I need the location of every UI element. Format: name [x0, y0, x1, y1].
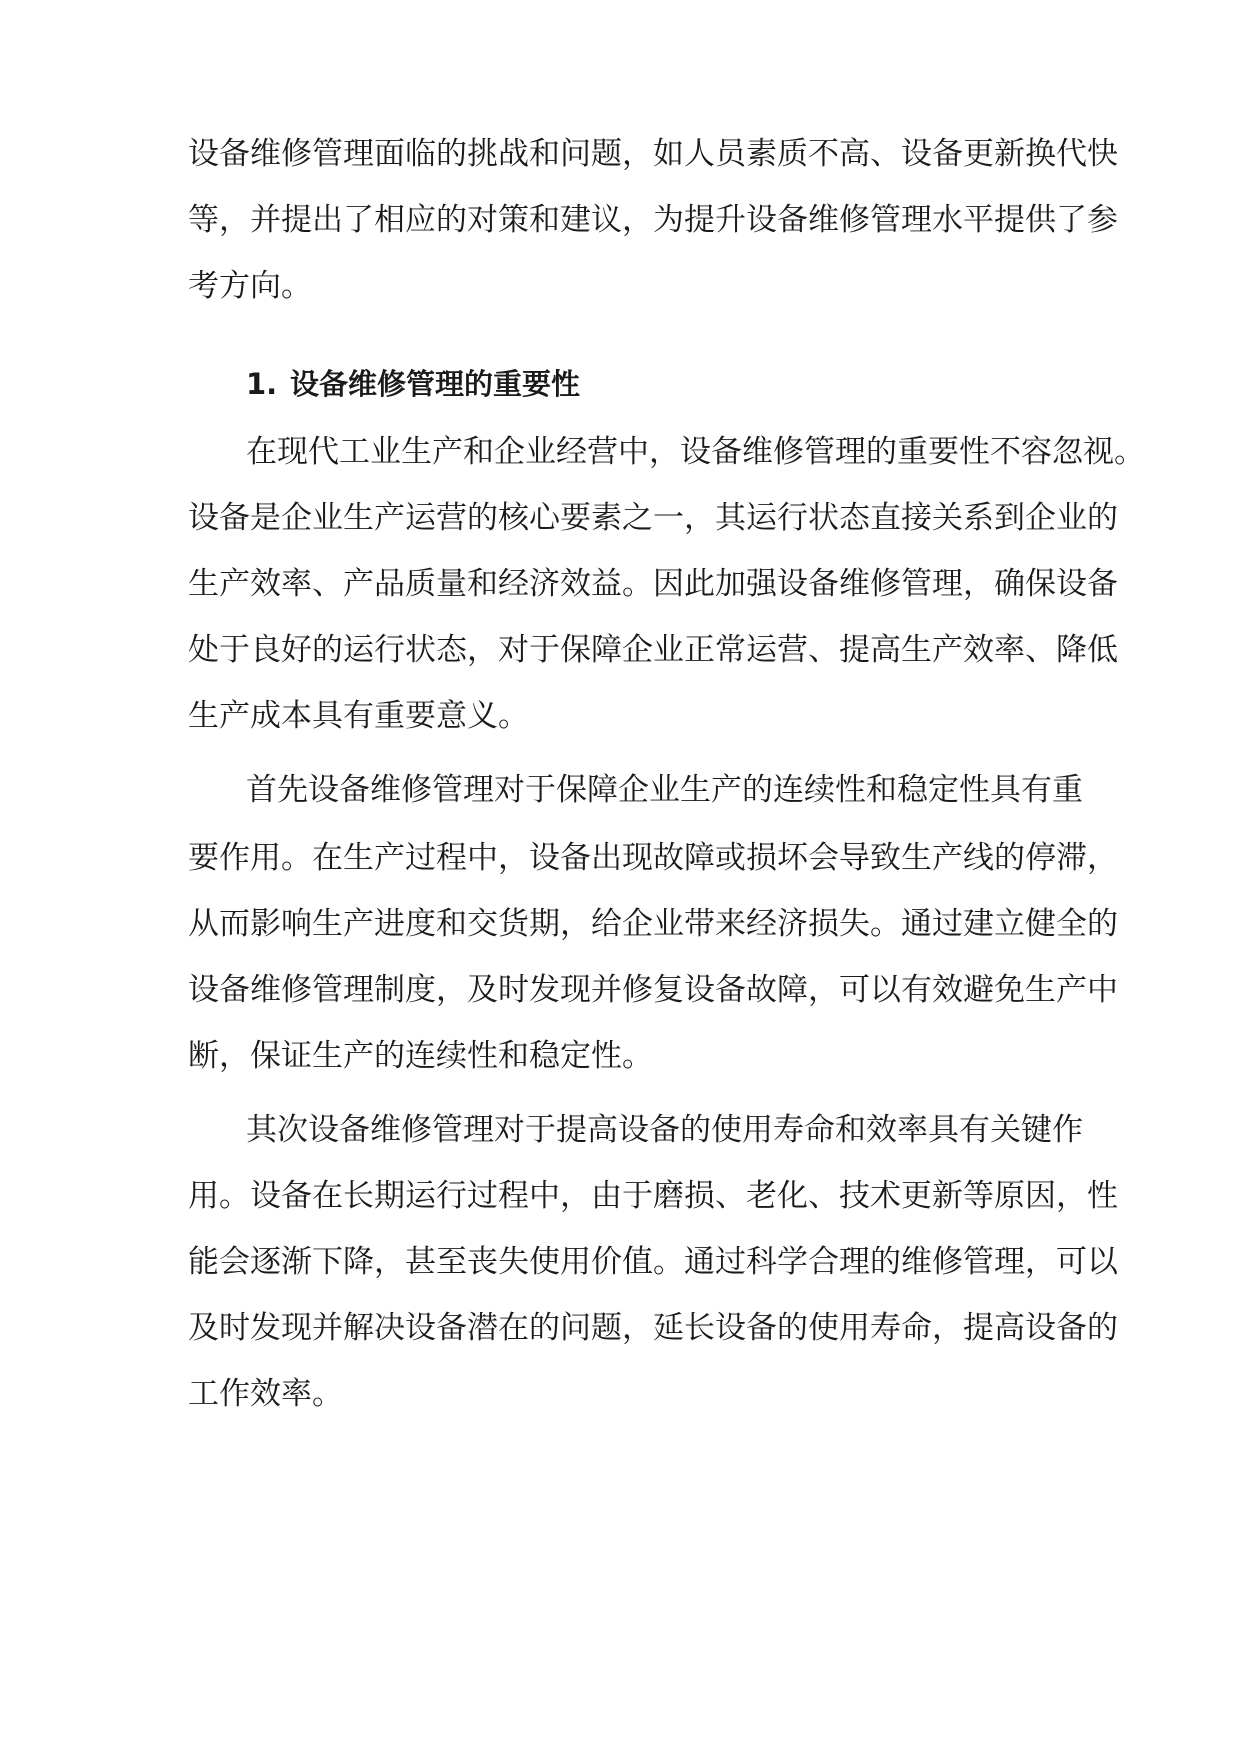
intro-line-3: 考方向。: [188, 268, 312, 304]
para1-line-2: 设备是企业生产运营的核心要素之一，其运行状态直接关系到企业的: [188, 500, 1118, 536]
para3-line-1: 其次设备维修管理对于提高设备的使用寿命和效率具有关键作: [246, 1112, 1083, 1148]
para3-line-3: 能会逐渐下降，甚至丧失使用价值。通过科学合理的维修管理，可以: [188, 1244, 1118, 1280]
para2-line-4: 设备维修管理制度，及时发现并修复设备故障，可以有效避免生产中: [188, 972, 1118, 1008]
para1-line-5: 生产成本具有重要意义。: [188, 698, 529, 734]
para3-line-4: 及时发现并解决设备潜在的问题，延长设备的使用寿命，提高设备的: [188, 1310, 1118, 1346]
para1-line-3: 生产效率、产品质量和经济效益。因此加强设备维修管理，确保设备: [188, 566, 1118, 602]
para3-line-2: 用。设备在长期运行过程中，由于磨损、老化、技术更新等原因，性: [188, 1178, 1118, 1214]
section-number: 1.: [246, 367, 278, 401]
para1-line-4: 处于良好的运行状态，对于保障企业正常运营、提高生产效率、降低: [188, 632, 1118, 668]
para3-line-5: 工作效率。: [188, 1376, 343, 1412]
para2-line-3: 从而影响生产进度和交货期，给企业带来经济损失。通过建立健全的: [188, 906, 1118, 942]
para1-line-1: 在现代工业生产和企业经营中，设备维修管理的重要性不容忽视。: [246, 434, 1145, 470]
intro-line-2: 等，并提出了相应的对策和建议，为提升设备维修管理水平提供了参: [188, 202, 1118, 238]
intro-line-1: 设备维修管理面临的挑战和问题，如人员素质不高、设备更新换代快: [188, 136, 1118, 172]
para2-line-5: 断，保证生产的连续性和稳定性。: [188, 1038, 653, 1074]
section-heading: [246, 364, 1048, 404]
section-title: 设备维修管理的重要性: [290, 367, 581, 401]
para2-line-1: 首先设备维修管理对于保障企业生产的连续性和稳定性具有重: [246, 772, 1083, 808]
para2-line-2: 要作用。在生产过程中，设备出现故障或损坏会导致生产线的停滞，: [188, 840, 1118, 876]
